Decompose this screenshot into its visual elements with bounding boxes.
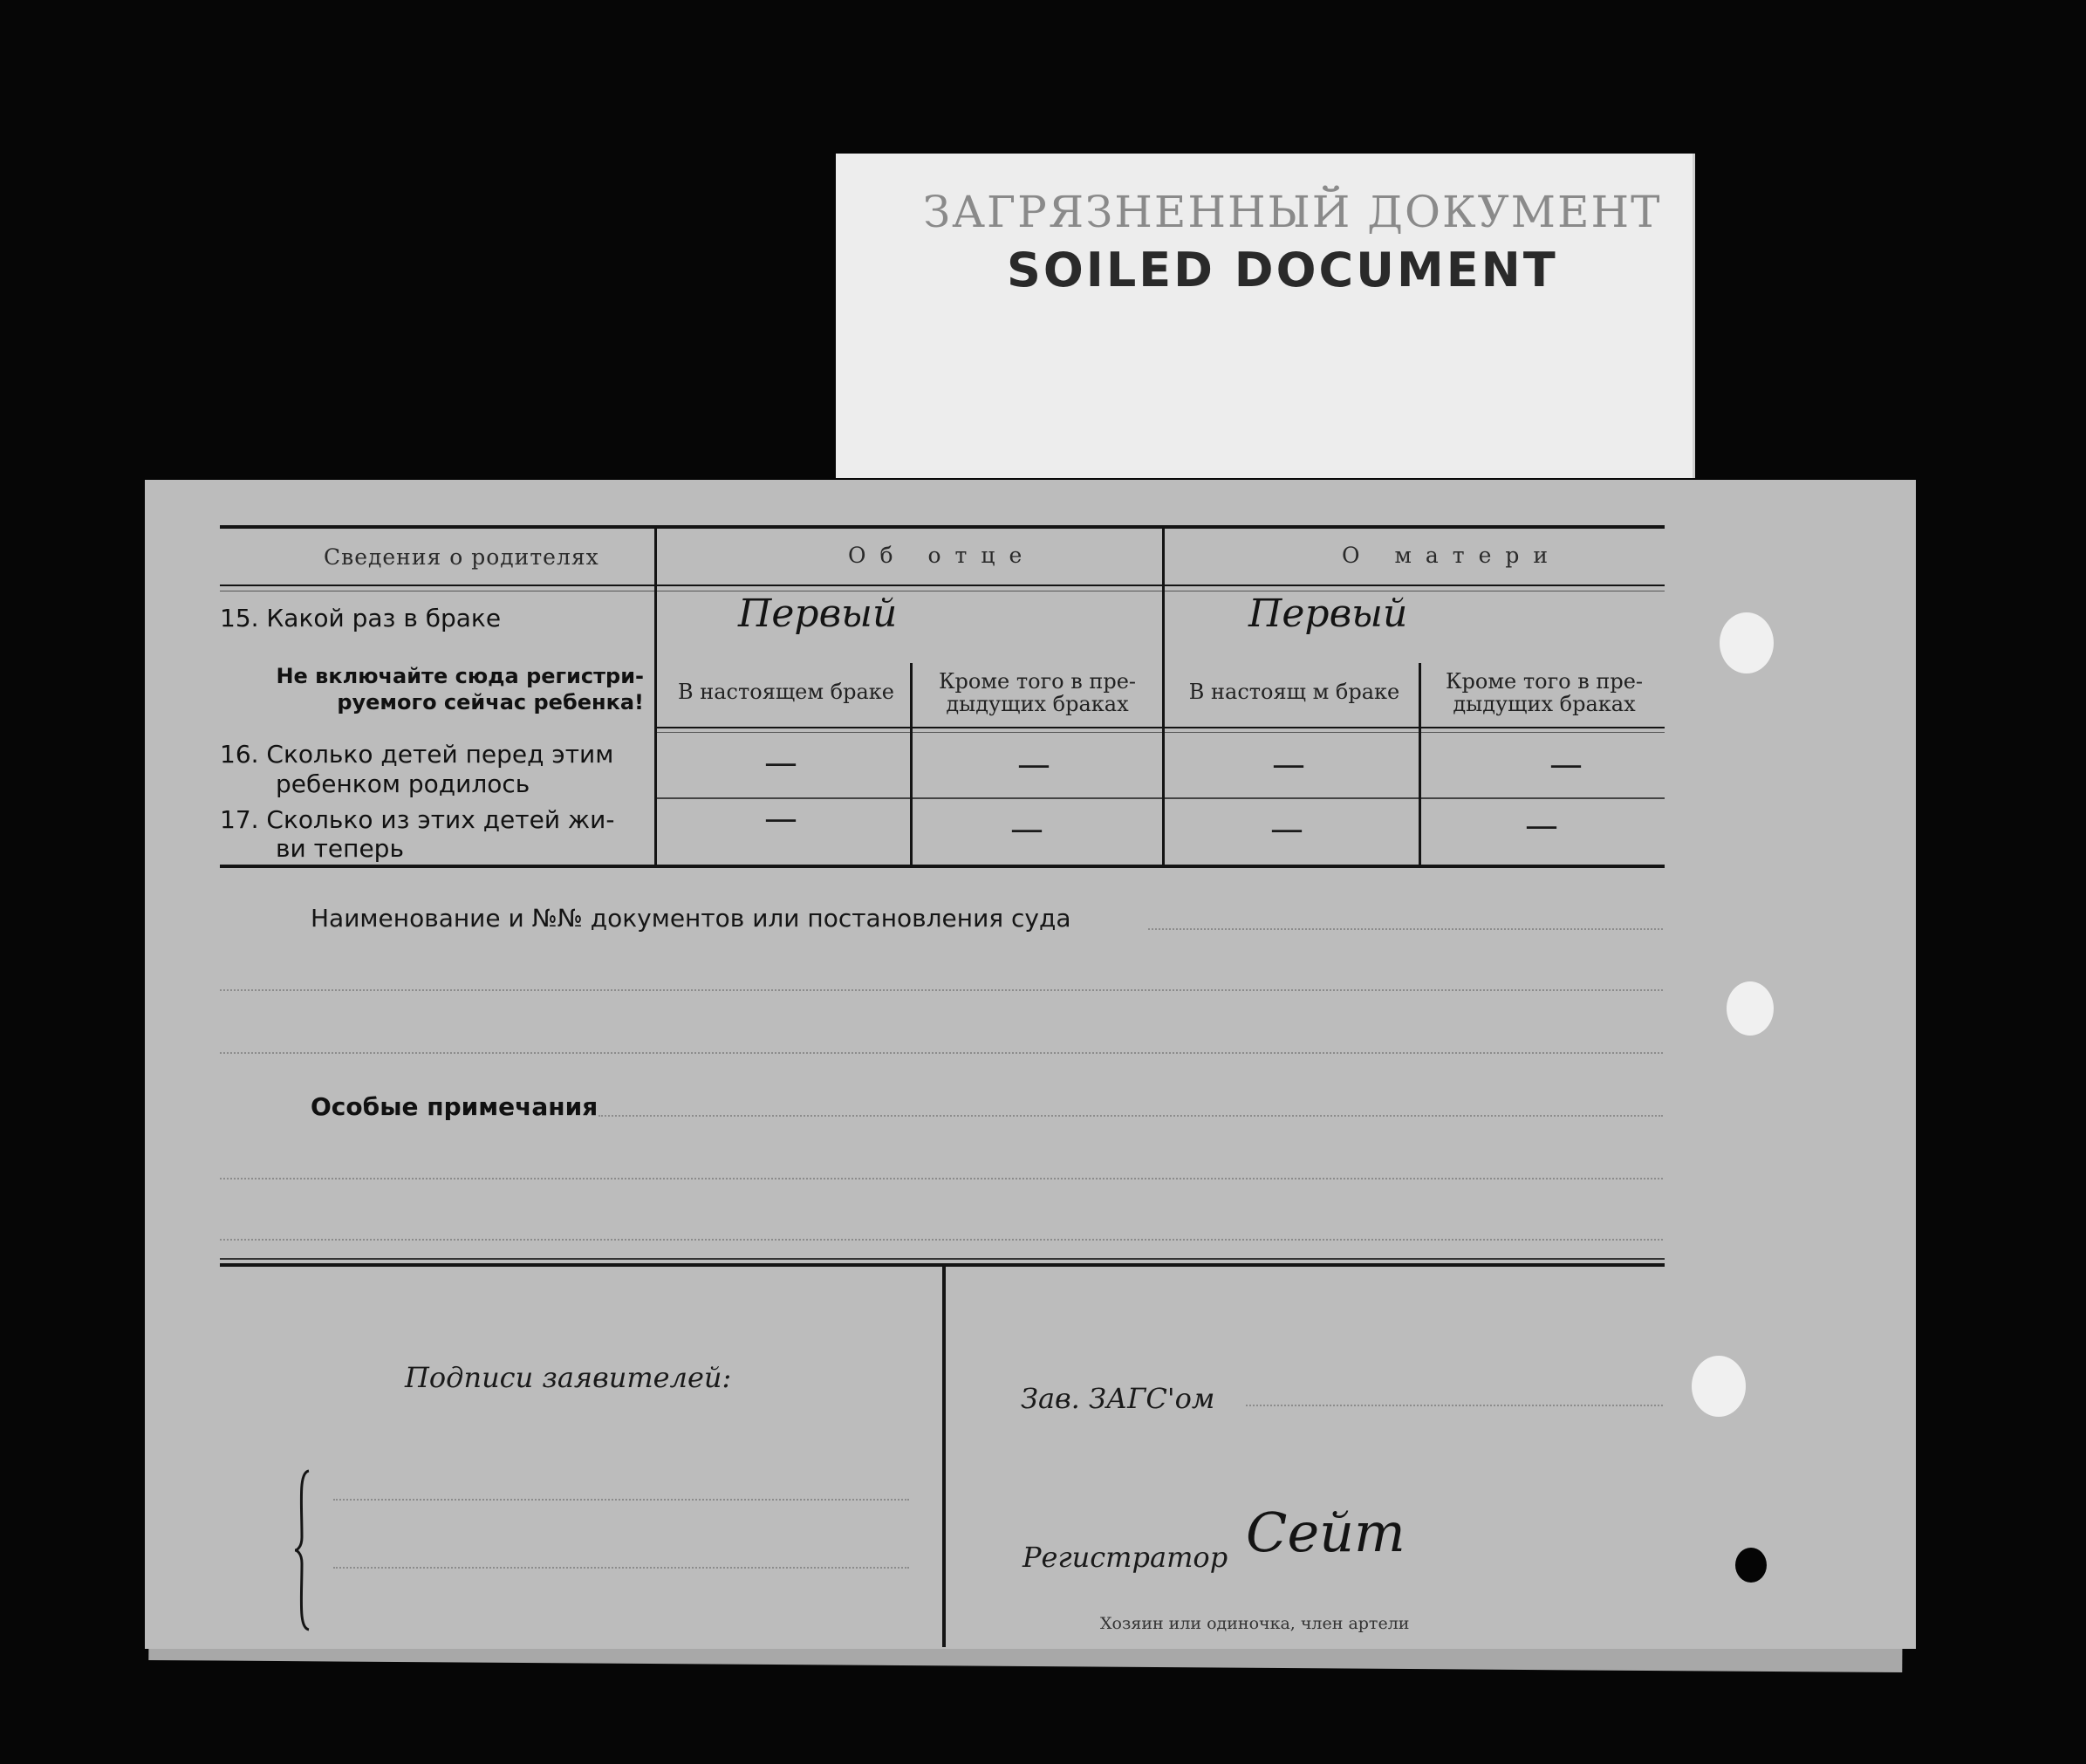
subhead-mother-previous: Кроме того в пре- дыдущих браках	[1445, 669, 1644, 716]
header-father: Об отце	[848, 543, 1036, 568]
documents-line-3	[220, 1052, 1663, 1054]
documents-line-2	[220, 989, 1663, 991]
subheader-rule-2	[656, 732, 1665, 733]
row15-mother-value: Первый	[1248, 591, 1408, 636]
subhead-mother-current: В настоящ м браке	[1188, 680, 1400, 704]
punch-hole-2	[1727, 981, 1774, 1036]
notes-line-3	[220, 1239, 1663, 1241]
subheader-rule	[656, 727, 1665, 728]
notes-line-2	[220, 1178, 1663, 1179]
zags-signature-line	[1246, 1405, 1663, 1406]
col-divider-1	[654, 525, 657, 868]
row16-bottom-rule	[656, 797, 1665, 799]
table-top-rule	[220, 525, 1665, 529]
header-mother: О матери	[1342, 543, 1563, 568]
subhead-father-current: В настоящем браке	[677, 680, 894, 704]
col-divider-father	[910, 663, 913, 868]
punch-hole-4	[1735, 1548, 1767, 1583]
notes-label: Особые примечания	[311, 1092, 598, 1121]
notes-line-1	[598, 1115, 1663, 1117]
header-col-label: Сведения о родителях	[324, 544, 599, 570]
row17-father-previous: —	[1010, 810, 1043, 848]
documents-label: Наименование и №№ документов или постановления суда	[311, 904, 1071, 933]
row16-father-previous: —	[1017, 745, 1050, 783]
registrar-label: Регистратор	[1022, 1541, 1228, 1574]
row16-label-line1: 16. Сколько детей перед этим	[220, 740, 614, 769]
applicants-signature-label: Подписи заявителей:	[405, 1361, 732, 1394]
bottom-fine-print: Хозяин или одиночка, член артели	[1100, 1614, 1410, 1633]
applicants-brace	[293, 1467, 319, 1633]
stamp-text-ru: ЗАГРЯЗНЕННЫЙ ДОКУМЕНТ	[923, 187, 1662, 237]
row15-label: 15. Какой раз в браке	[220, 604, 502, 632]
punch-hole-3	[1692, 1356, 1746, 1417]
row17-label-line1: 17. Сколько из этих детей жи-	[220, 805, 615, 834]
row17-mother-current: —	[1270, 810, 1303, 848]
registrar-signature: Сейт	[1246, 1501, 1405, 1564]
row17-mother-previous: —	[1525, 806, 1558, 844]
row16-mother-current: —	[1272, 745, 1305, 783]
zags-head-label: Зав. ЗАГС'ом	[1021, 1382, 1215, 1415]
row16-father-current: —	[764, 743, 797, 782]
table-bottom-rule	[220, 865, 1665, 868]
row16-label-line2: ребенком родилось	[276, 769, 530, 798]
notes-bottom-rule	[220, 1258, 1665, 1260]
row17-father-current: —	[764, 799, 797, 838]
row17-label-line2: ви теперь	[276, 834, 404, 863]
col-divider-mother	[1419, 663, 1421, 868]
header-bottom-rule	[220, 585, 1665, 586]
col-divider-2	[1162, 525, 1165, 868]
applicant-line-1	[333, 1499, 909, 1501]
exclude-child-warning: Не включайте сюда регистри- руемого сейчас ребенка!	[276, 664, 644, 714]
documents-line-1	[1148, 928, 1663, 930]
stamp-text-en: SOILED DOCUMENT	[1007, 243, 1558, 297]
row15-father-value: Первый	[738, 591, 898, 636]
signature-divider	[942, 1263, 946, 1647]
registration-form-sheet	[145, 480, 1916, 1649]
applicant-line-2	[333, 1567, 909, 1569]
punch-hole-1	[1720, 612, 1774, 673]
subhead-father-previous: Кроме того в пре- дыдущих браках	[938, 669, 1137, 716]
soiled-document-label	[836, 154, 1695, 478]
row16-mother-previous: —	[1549, 745, 1583, 783]
